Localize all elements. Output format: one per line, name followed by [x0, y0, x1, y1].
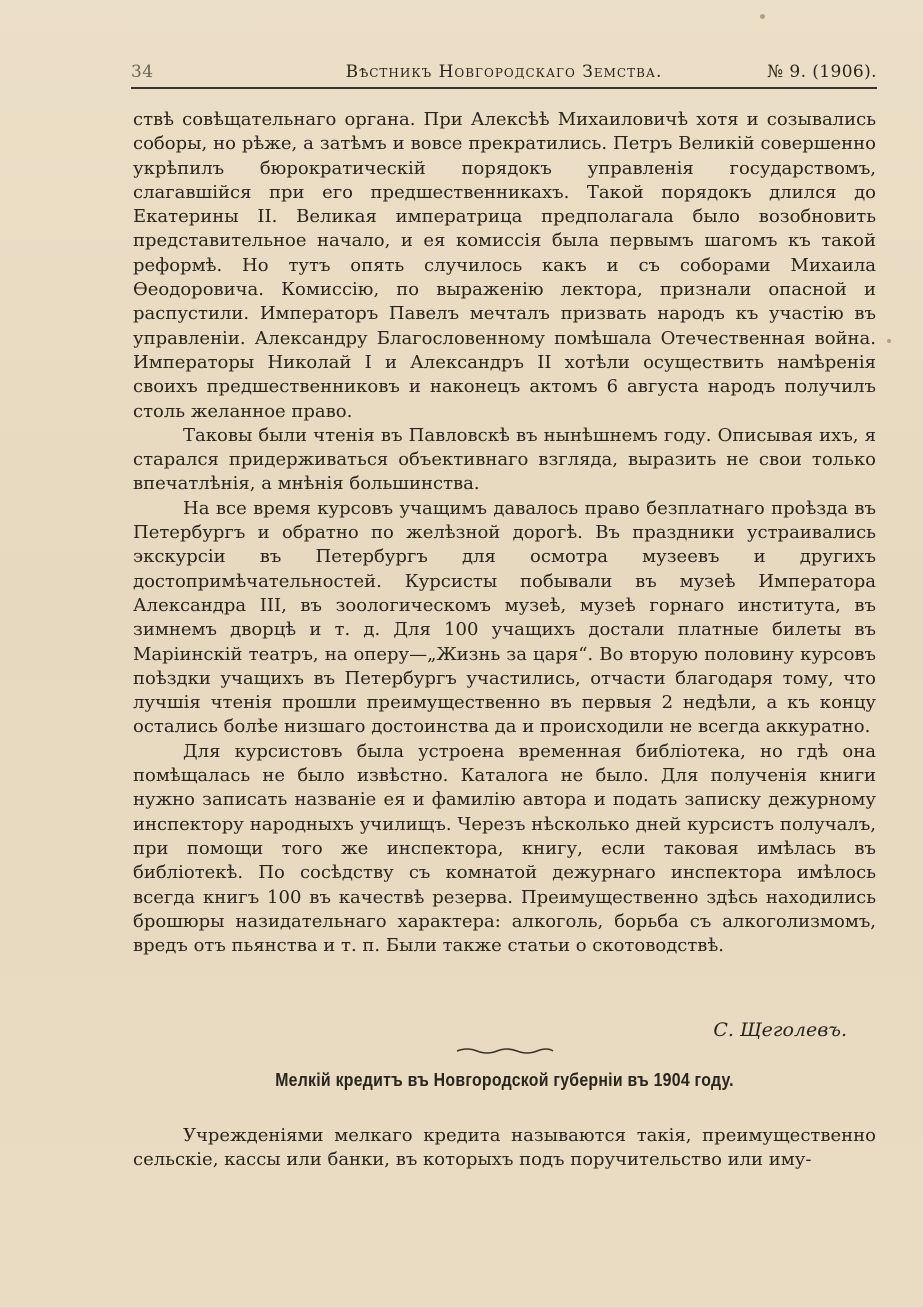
running-header	[131, 58, 877, 88]
paragraph-continued: ствѣ совѣщательнаго органа. При Алексѣѣ Михаиловичѣ хотя и созывались соборы, но рѣже, а затѣмъ и вовсе прекратились. Петръ Великій совершенно укрѣпилъ бюрократическій порядокъ управленія государствомъ, слагавшійся при его предшественникахъ. Такой порядокъ длился до Екатерины II. Великая императрица предполагала было возобновить представительное начало, и ея комиссія была первымъ шагомъ къ такой реформѣ. Но тутъ опять случилось какъ и съ соборами Михаила Ѳеодоровича. Комиссію, по выраженію лектора, признали опасной и распустили. Императоръ Павелъ мечталъ призвать народъ къ участію въ управленіи. Александру Благословенному помѣшала Отечественная война. Императоры Николай I и Александръ II хотѣли осуществить намѣренія своихъ предшественниковъ и наконецъ актомъ 6 августа народъ получилъ столь желанное право.	[133, 109, 876, 422]
author-signature: С. Щеголевъ.	[713, 1019, 847, 1041]
paragraph: На все время курсовъ учащимъ давалось право безплатнаго проѣзда въ Петербургъ и обратно по желѣзной дорогѣ. Въ праздники устраивались экскурсіи въ Петербургъ для осмотра музеевъ и другихъ достопримѣчательностей. Курсисты побывали въ музеѣ Императора Александра III, въ зоологическомъ музеѣ, музеѣ горнаго института, въ зимнемъ дворцѣ и т. д. Для 100 учащихъ достали платные билеты въ Маріинскій театръ, на оперу—„Жизнь за царя“. Во вторую половину курсовъ поѣздки учащихъ въ Петербургъ участились, отчасти благодаря тому, что лучшія чтенія прошли преимущественно въ первыя 2 недѣли, а къ концу остались болѣе низшаго достоинства да и происходили не всегда аккуратно.	[133, 497, 876, 738]
paragraph: Учрежденіями мелкаго кредита называются такія, преимущественно сельскіе, кассы или банки, въ которыхъ подъ поручительство или иму-	[133, 1125, 876, 1171]
page-number: 34	[131, 62, 154, 82]
paragraph: Таковы были чтенія въ Павловскѣ въ нынѣшнемъ году. Описывая ихъ, я старался придерживаться объективнаго взгляда, выразить не свои только впечатлѣнія, а мнѣнія большинства.	[133, 424, 876, 495]
paragraph: Для курсистовъ была устроена временная библіотека, но гдѣ она помѣщалась не было извѣстно. Каталога не было. Для полученія книги нужно записать названіе ея и фамилію автора и подать записку дежурному инспектору народныхъ училищъ. Черезъ нѣсколько дней курсистъ получалъ, при помощи того же инспектора, книгу, если таковая имѣлась въ библіотекѣ. По сосѣдству съ комнатой дежурнаго инспектора имѣлось всегда книгъ 100 въ качествѣ резерва. Преимущественно здѣсь находились брошюры назидательнаго характера: алкоголь, борьба съ алкоголизмомъ, вредъ отъ пьянства и т. п. Были также статьи о скотоводствѣ.	[133, 740, 876, 957]
journal-title: Вѣстникъ Новгородскаго Земства.	[345, 62, 663, 82]
section-title: Мелкій кредитъ въ Новгородской губерніи въ 1904 году.	[275, 1070, 734, 1090]
article-body	[133, 108, 876, 958]
paper-speck	[760, 14, 765, 19]
issue-number: № 9. (1906).	[767, 62, 877, 82]
section-body	[133, 1124, 876, 1173]
paper-speck	[887, 339, 891, 343]
header-rule	[131, 87, 877, 89]
divider-ornament	[455, 1046, 555, 1056]
